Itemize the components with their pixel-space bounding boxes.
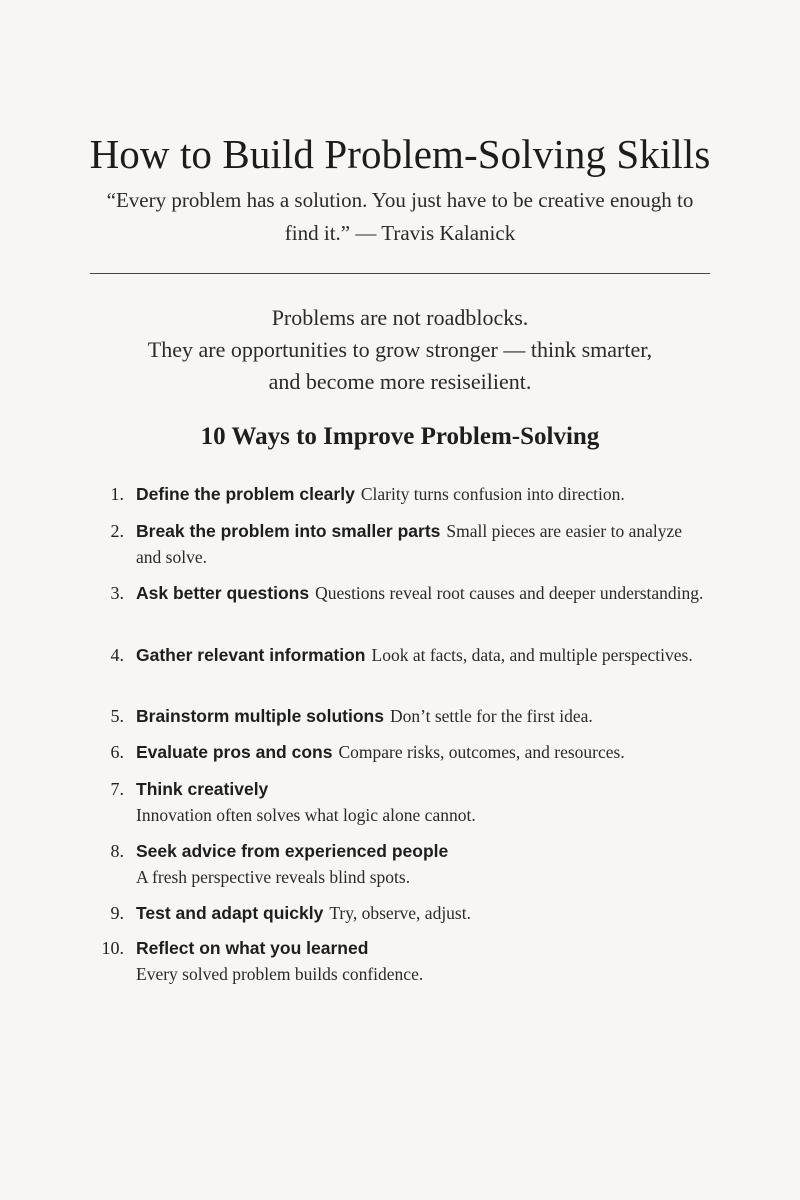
item-description: Every solved problem builds confidence. [136,964,424,984]
intro-line-3: and become more resiseilient. [268,369,532,394]
item-number: 1. [110,484,124,504]
intro-line-1: Problems are not roadblocks. [271,305,529,330]
item-description: Don’t settle for the first idea. [389,706,593,726]
item-number: 6. [110,742,124,762]
item-number: 8. [110,841,124,861]
item-heading: Evaluate pros and cons [136,742,333,762]
page-title: How to Build Problem-Solving Skills [89,131,711,177]
item-number: 5. [110,706,124,726]
item-number: 3. [110,583,124,603]
item-description: Look at facts, data, and multiple perspectives. [371,645,693,665]
item-description: Clarity turns confusion into direction. [360,484,625,504]
item-description: Questions reveal root causes and deeper understanding. [315,583,704,603]
item-heading: Brainstorm multiple solutions [136,706,384,726]
item-description: Small pieces are easier to analyze and solve. [136,521,683,567]
item-description: Try, observe, adjust. [329,903,471,923]
item-heading: Ask better questions [136,583,310,603]
item-description: A fresh perspective reveals blind spots. [136,867,411,887]
item-number: 9. [110,903,124,923]
item-number: 7. [110,779,124,799]
item-number: 4. [110,645,124,665]
item-heading: Break the problem into smaller parts [136,521,441,541]
item-heading: Test and adapt quickly [136,903,324,923]
intro-line-2: They are opportunities to grow stronger — think smarter, [147,337,653,362]
item-heading: Seek advice from experienced people [136,841,449,861]
item-heading: Think creatively [136,779,269,799]
item-description: Innovation often solves what logic alone cannot. [136,805,476,825]
item-number: 10. [101,938,124,958]
item-number: 2. [110,521,124,541]
item-description: Compare risks, outcomes, and resources. [338,742,625,762]
item-heading: Gather relevant information [136,645,366,665]
list-subtitle: 10 Ways to Improve Problem-Solving [200,423,600,450]
item-heading: Reflect on what you learned [136,938,369,958]
item-heading: Define the problem clearly [136,484,355,504]
quote: “Every problem has a solution. You just have to be creative enough to find it.” — Travis Kalanick [106,188,694,245]
